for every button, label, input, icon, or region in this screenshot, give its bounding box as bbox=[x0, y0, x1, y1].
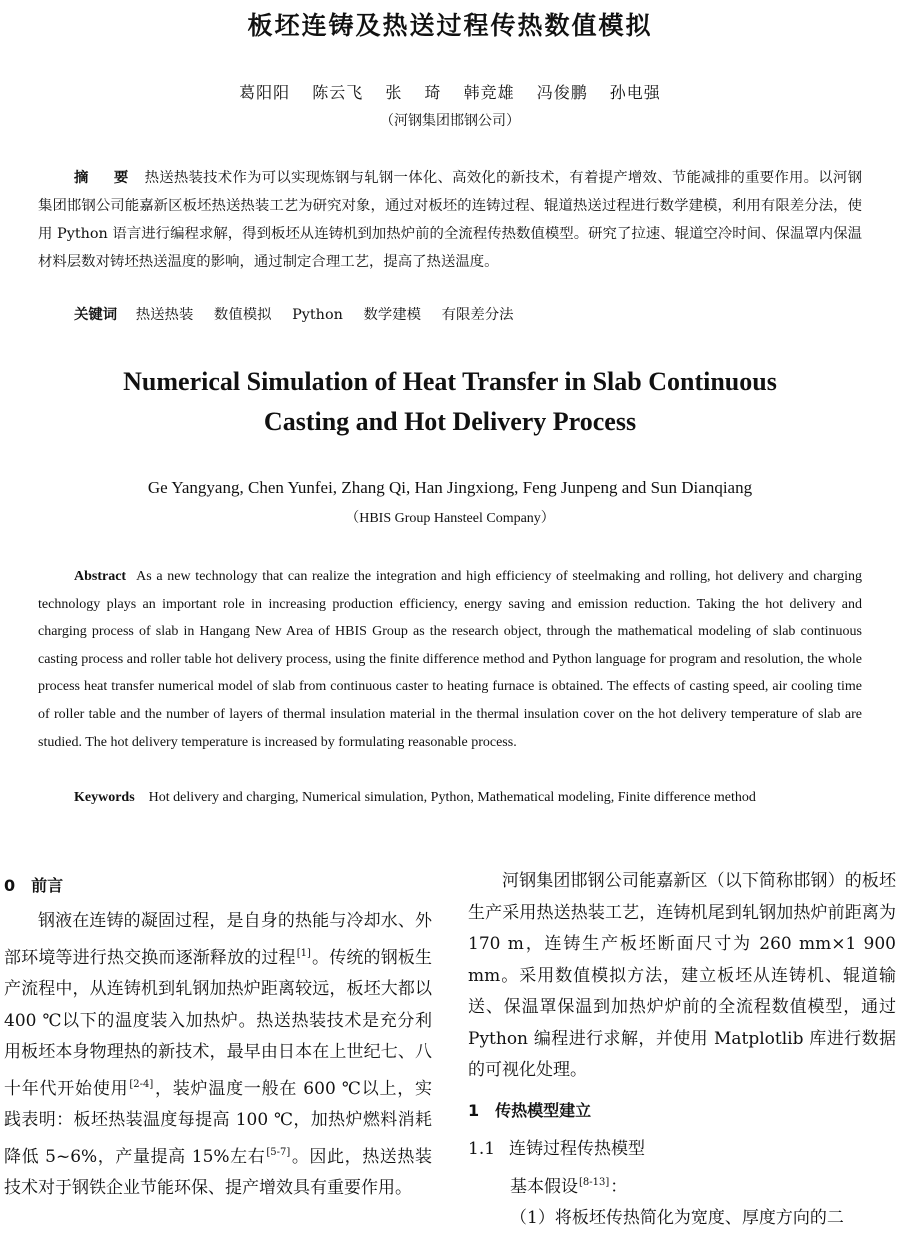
title-en-line: Casting and Hot Delivery Process bbox=[263, 407, 637, 436]
assumption-heading bbox=[468, 1167, 896, 1204]
affiliation-en: （HBIS Group Hansteel Company） bbox=[345, 511, 555, 526]
author-cn: 张 琦 bbox=[385, 83, 442, 102]
citation: [5-7] bbox=[266, 1146, 291, 1158]
section-number: 1 bbox=[468, 1100, 480, 1120]
paper-title-cn: 板坯连铸及热送过程传热数值模拟 bbox=[247, 11, 653, 40]
abstract-cn bbox=[38, 164, 862, 276]
author-cn: 韩竞雄 bbox=[463, 83, 515, 102]
left-column bbox=[4, 866, 432, 1205]
citation: [8-13] bbox=[579, 1176, 610, 1188]
author-cn: 葛阳阳 bbox=[239, 83, 291, 102]
section-number: 0 bbox=[4, 876, 16, 895]
keywords-en-label: Keywords bbox=[74, 790, 135, 805]
text-run: ，装炉温度一般在 600 ℃以上，实践表明：板坯热装温度每提高 100 ℃，加热炉燃料消耗降低 5~6%，产量提高 15%左右 bbox=[4, 1078, 433, 1167]
author-cn: 孙电强 bbox=[609, 83, 661, 102]
keyword-cn: 有限差分法 bbox=[441, 307, 514, 323]
assumption-item: （1）将板坯传热简化为宽度、厚度方向的二 bbox=[510, 1208, 844, 1228]
text-run: 。因此，热送热装技术对于钢铁企业节能环保、提产增效具有重要作用。 bbox=[4, 1146, 432, 1198]
keyword-cn: 数值模拟 bbox=[213, 307, 272, 323]
abstract-cn-text: 热送热装技术作为可以实现炼钢与轧钢一体化、高效化的新技术，有着提产增效、节能减排的重要作用。以河钢集团邯钢公司能嘉新区板坯热送热装工艺为研究对象，通过对板坯的连铸过程、辊道热送过程进行数学建模，利用有限差分法，使用 Python 语言进行编程求解，得到板坯从连铸机到加热炉前的全流程传热数值模型。研究了拉速、辊道空冷时间、保温罩内保温材料层数对铸坯热送温度的影响，通过制定合理工艺，提高了热送温度。 bbox=[38, 170, 862, 270]
keyword-cn: 数学建模 bbox=[363, 307, 422, 323]
text-run: 基本假设 bbox=[510, 1176, 578, 1197]
keywords-en-text: Hot delivery and charging, Numerical simulation, Python, Mathematical modeling, Finite difference method bbox=[148, 790, 756, 805]
keywords-cn-label: 关键词 bbox=[74, 307, 118, 323]
keyword-cn: 热送热装 bbox=[135, 307, 194, 323]
citation: [1] bbox=[296, 947, 311, 959]
affiliation-cn: （河钢集团邯钢公司） bbox=[380, 113, 520, 129]
citation: [2-4] bbox=[129, 1078, 154, 1090]
subsection-number: 1.1 bbox=[468, 1138, 496, 1159]
author-list-en: Ge Yangyang, Chen Yunfei, Zhang Qi, Han Jingxiong, Feng Junpeng and Sun Dianqiang bbox=[147, 478, 753, 497]
section-title: 传热模型建立 bbox=[495, 1100, 592, 1120]
keywords-cn bbox=[74, 303, 530, 324]
text-run: 钢液在连铸的凝固过程，是自身的热能与冷却水、外部环境等进行热交换而逐渐释放的过程 bbox=[4, 911, 432, 968]
author-cn: 冯俊鹏 bbox=[536, 83, 588, 102]
abstract-en-text: As a new technology that can realize the integration and high efficiency of steelmaking and rolling, hot delivery and charging technology plays an important role in increasing production efficiency, energy saving and emission reduction. Taking the hot delivery and charging process of slab in Hangang New Area of HBIS Group as the research object, through the mathematical modeling of slab continuous casting process and roller table hot delivery process, using the finite difference method and Python language for program and resolution, the whole process heat transfer numerical model of slab from continuous caster to heating furnace is obtained. The effects of casting speed, air cooling time of roller table and the number of layers of thermal insulation material in the thermal insulation cover on the hot delivery temperature of slab are studied. The hot delivery temperature is increased by formulating reasonable process. bbox=[38, 569, 862, 750]
body-paragraph: 河钢集团邯钢公司能嘉新区（以下简称邯钢）的板坯生产采用热送热装工艺，连铸机尾到轧钢加热炉前距离为 170 m，连铸生产板坯断面尺寸为 260 mm×1 900 mm。采用数值模拟方法，建立板坯从连铸机、辊道输送、保温罩保温到加热炉炉前的全流程数值模型，通过 Python 编程进行求解，并使用 Matplotlib 库进行数据的可视化处理。 bbox=[468, 871, 896, 1080]
subsection-title: 连铸过程传热模型 bbox=[509, 1138, 646, 1159]
title-en-line: Numerical Simulation of Heat Transfer in Slab Continuous bbox=[123, 367, 777, 396]
keywords-en bbox=[38, 784, 862, 812]
right-column bbox=[468, 866, 896, 1235]
subsection-heading bbox=[468, 1131, 896, 1167]
author-cn: 陈云飞 bbox=[312, 83, 364, 102]
section-heading bbox=[468, 1091, 896, 1131]
abstract-en bbox=[38, 563, 862, 756]
text-run: 。传统的钢板生产流程中，从连铸机到轧钢加热炉距离较远，板坯大都以 400 ℃以下的温度装入加热炉。热送热装技术是充分利用板坯本身物理热的新技术，最早由日本在上世纪七、八十年代开始使用 bbox=[4, 947, 433, 1099]
paper-title-en bbox=[0, 362, 900, 442]
keyword-cn: Python bbox=[292, 307, 343, 323]
author-list-cn bbox=[0, 80, 900, 103]
abstract-cn-label: 摘 要 bbox=[74, 170, 139, 186]
section-heading bbox=[4, 866, 432, 906]
section-title: 前言 bbox=[31, 876, 64, 895]
abstract-en-label: Abstract bbox=[74, 569, 127, 584]
body-paragraph bbox=[4, 906, 432, 1205]
text-run: ： bbox=[610, 1176, 628, 1197]
